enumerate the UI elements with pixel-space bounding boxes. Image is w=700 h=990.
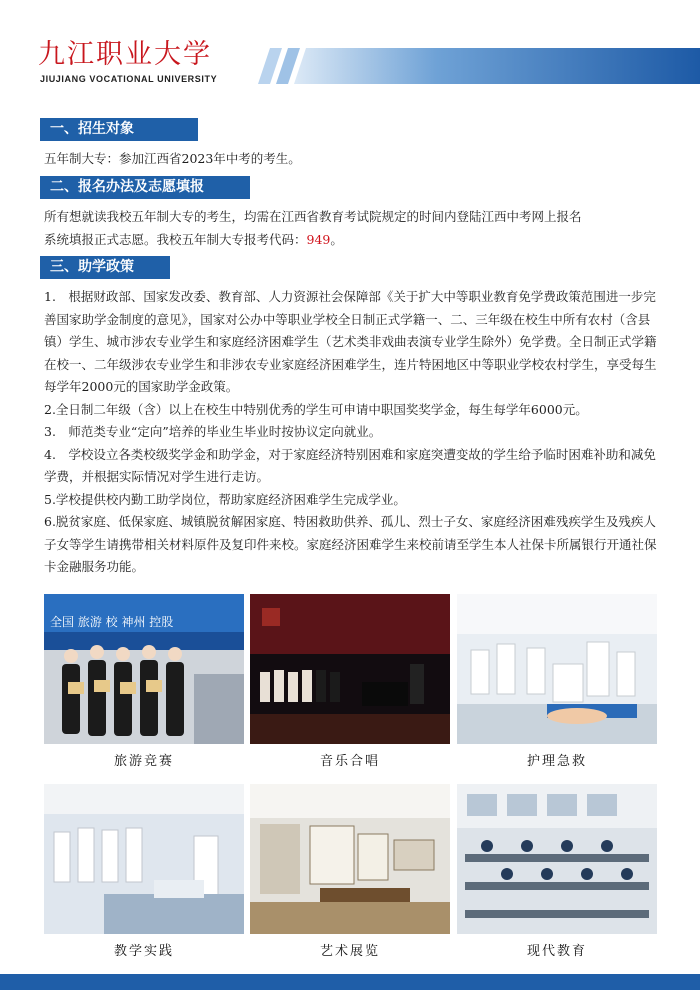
enrollment-target-text: 五年制大专：参加江西省2023年中考的考生。	[44, 151, 301, 166]
caption-music-choir: 音乐合唱	[319, 754, 380, 769]
section-title-application: 二、报名办法及志愿填报	[40, 176, 250, 199]
aid-item-3: 3. 师范类专业“定向”培养的毕业生毕业时按协议定向就业。	[44, 424, 382, 439]
aid-item-5: 5.学校提供校内勤工助学岗位，帮助家庭经济困难学生完成学业。	[44, 491, 406, 507]
photo-banner-text: 全国 旅游 校 神州 控股	[50, 615, 174, 629]
caption-nursing-first-aid: 护理急救	[526, 754, 587, 769]
page-header	[0, 0, 700, 100]
application-text	[44, 206, 660, 251]
application-line-1: 所有想就读我校五年制大专的考生，均需在江西省教育考试院规定的时间内登陆江西中考网上报名	[44, 209, 582, 224]
university-logo-english: JIUJIANG VOCATIONAL UNIVERSITY	[40, 74, 218, 84]
application-code: 949	[306, 231, 331, 247]
photo-tourism-competition	[44, 594, 244, 744]
caption-modern-education: 现代教育	[526, 944, 587, 959]
photo-nursing-first-aid	[457, 594, 657, 744]
caption-tourism-competition: 旅游竞赛	[113, 754, 174, 769]
caption-teaching-practice: 教学实践	[113, 944, 174, 959]
application-line-2-prefix: 系统填报正式志愿。我校五年制大专报考代码：	[44, 231, 307, 247]
aid-item-6: 6.脱贫家庭、低保家庭、城镇脱贫解困家庭、特困救助供养、孤儿、烈士子女、家庭经济困难残疾学生及残疾人子女等学生请携带相关材料原件及复印件来校。家庭经济困难学生来校前请至学生本人社保卡所属银行开通社保卡金融服务功能。	[44, 514, 657, 574]
aid-item-1: 1. 根据财政部、国家发改委、教育部、人力资源社会保障部《关于扩大中等职业教育免学费政策范围进一步完善国家助学金制度的意见》，国家对公办中等职业学校全日制正式学籍一、二、三年级在校生中所有农村（含县镇）学生、城市涉农专业学生和家庭经济困难学生（艺术类非戏曲表演专业学生除外）免学费。全日制正式学籍在校一、二年级涉农专业学生和非涉农专业家庭经济困难学生，连片特困地区中等职业学校农村学生，享受每生每学年2000元的国家助学金政策。	[44, 289, 657, 394]
caption-art-exhibition: 艺术展览	[319, 944, 380, 959]
photo-teaching-practice	[44, 784, 244, 934]
aid-item-2: 2.全日制二年级（含）以上在校生中特别优秀的学生可申请中职国奖奖学金，每生每学年6000元。	[44, 401, 588, 417]
aid-item-4: 4. 学校设立各类校级奖学金和助学金，对于家庭经济特别困难和家庭突遭变故的学生给予临时困难补助和减免学费，并根据实际情况对学生进行走访。	[44, 446, 656, 484]
financial-aid-list	[44, 286, 660, 579]
university-logo-chinese: 九江职业大学	[38, 39, 212, 70]
photo-modern-education	[457, 784, 657, 934]
photo-music-choir	[250, 594, 450, 744]
photo-art-exhibition	[250, 784, 450, 934]
section-title-enrollment-target: 一、招生对象	[40, 118, 198, 141]
application-line-2-suffix: 。	[330, 231, 343, 247]
application-line-2	[44, 229, 660, 252]
footer-bar	[0, 974, 700, 990]
section-title-financial-aid: 三、助学政策	[40, 256, 170, 279]
